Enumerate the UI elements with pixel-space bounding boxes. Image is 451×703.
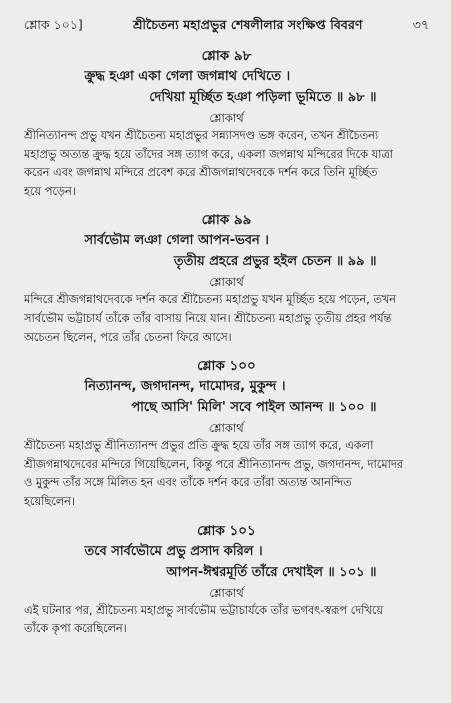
meaning-line: এই ঘটনার পর, শ্রীচৈতন্য মহাপ্রভু সার্বভৌম ভট্টাচার্যকে তাঁর ভগবৎ-স্বরূপ দেখিয়ে	[24, 603, 384, 617]
meaning-label: শ্লোকার্থ	[209, 585, 244, 600]
verse-section-98	[24, 46, 429, 201]
meaning-label: শ্লোকার্থ	[209, 275, 244, 290]
meaning-line: মহাপ্রভু অত্যন্ত ক্রুদ্ধ হয়ে তাঁদের সঙ্গ ত্যাগ করে, একলা জগন্নাথ মন্দিরের দিকে যাত্রা	[24, 147, 393, 161]
verse-line: আপন-ঈশ্বরমূর্তি তাঁরে দেখাইল ॥ ১০১ ॥	[166, 564, 377, 580]
meaning-text	[24, 291, 429, 347]
verse-line: সার্বভৌম লঞা গেলা আপন-ভবন ।	[84, 233, 269, 249]
page-number: ৩৭	[412, 17, 429, 32]
verse-heading: শ্লোক ৯৮	[201, 48, 252, 64]
meaning-line: হয়েছিলেন।	[24, 494, 75, 508]
meaning-label: শ্লোকার্থ	[209, 111, 244, 125]
meaning-text	[24, 437, 429, 511]
meaning-line: শ্রীনিত্যানন্দ প্রভু যখন শ্রীচৈতন্য মহাপ্রভুর সন্ন্যাসদণ্ড ভঙ্গ করেন, তখন শ্রীচৈতন্য	[24, 129, 379, 142]
meaning-line: সার্বভৌম ভট্টাচার্য তাঁকে তাঁর বাসায় নিয়ে যান। শ্রীচৈতন্য মহাপ্রভু তৃতীয় প্রহর পর্যন্ত	[24, 311, 392, 325]
running-head-verse-range: শ্লোক ১০১]	[24, 17, 83, 32]
meaning-text	[24, 602, 429, 639]
meaning-line: শ্রীচৈতন্য মহাপ্রভু শ্রীনিত্যানন্দ প্রভুর প্রতি ক্রুদ্ধ হয়ে তাঁর সঙ্গ ত্যাগ করে, একলা	[24, 439, 374, 453]
meaning-line: ও মুকুন্দ তাঁর সঙ্গে মিলিত হন এবং তাঁকে দর্শন করে তাঁরা অত্যন্ত আনন্দিত	[24, 476, 352, 490]
meaning-line: তাঁকে কৃপা করেছিলেন।	[24, 622, 127, 636]
meaning-line: অচেতন ছিলেন, পরে তাঁর চেতনা ফিরে আসে।	[24, 330, 232, 344]
meaning-line: শ্রীজগন্নাথদেবের মন্দিরে গিয়েছিলেন, কিন্তু পরে শ্রীনিত্যানন্দ প্রভু, জগদানন্দ, দামোদর	[24, 457, 403, 471]
verse-line: পাছে আসি' মিলি' সবে পাইল আনন্দ ॥ ১০০ ॥	[131, 400, 377, 416]
verse-line: দেখিয়া মূৰ্চ্ছিত হঞা পড়িলা ভূমিতে ॥ ৯৮ ॥	[149, 90, 377, 105]
meaning-line: করেন এবং জগন্নাথ মন্দিরে প্রবেশ করে শ্রীজগন্নাথদেবকে দর্শন করে তিনি মূৰ্চ্ছিত	[24, 166, 378, 180]
verse-line: তবে সার্বভৌমে প্রভু প্রসাদ করিল ।	[84, 543, 263, 559]
verse-text	[77, 376, 377, 418]
verse-section-99	[24, 210, 429, 347]
verse-section-101	[24, 521, 429, 639]
verse-heading: শ্লোক ৯৯	[201, 212, 252, 229]
meaning-line: মন্দিরে শ্রীজগন্নাথদেবকে দর্শন করে শ্রীচৈতন্য মহাপ্রভু যখন মূৰ্চ্ছিত হয়ে পড়েন, তখন	[24, 293, 396, 307]
verse-text	[77, 541, 377, 583]
verse-line: ক্রুদ্ধ হঞা একা গেলা জগন্নাথ দেখিতে ।	[84, 69, 291, 84]
verse-text	[77, 66, 377, 108]
verse-heading: শ্লোক ১০১	[197, 522, 256, 539]
running-head-title: শ্রীচৈতন্য মহাপ্রভুর শেষলীলার সংক্ষিপ্ত বিবরণ	[132, 17, 363, 32]
verse-line: নিত্যানন্দ, জগদানন্দ, দামোদর, মুকুন্দ ।	[84, 379, 286, 395]
meaning-line: হয়ে পড়েন।	[24, 184, 76, 198]
meaning-label: শ্লোকার্থ	[209, 421, 244, 436]
verse-section-100	[24, 356, 429, 511]
verse-heading: শ্লোক ১০০	[197, 358, 256, 375]
running-head	[24, 10, 429, 40]
verse-line: তৃতীয় প্রহরে প্রভুর হইল চেতন ॥ ৯৯ ॥	[173, 254, 377, 270]
verse-text	[77, 230, 377, 272]
meaning-text	[24, 127, 429, 201]
